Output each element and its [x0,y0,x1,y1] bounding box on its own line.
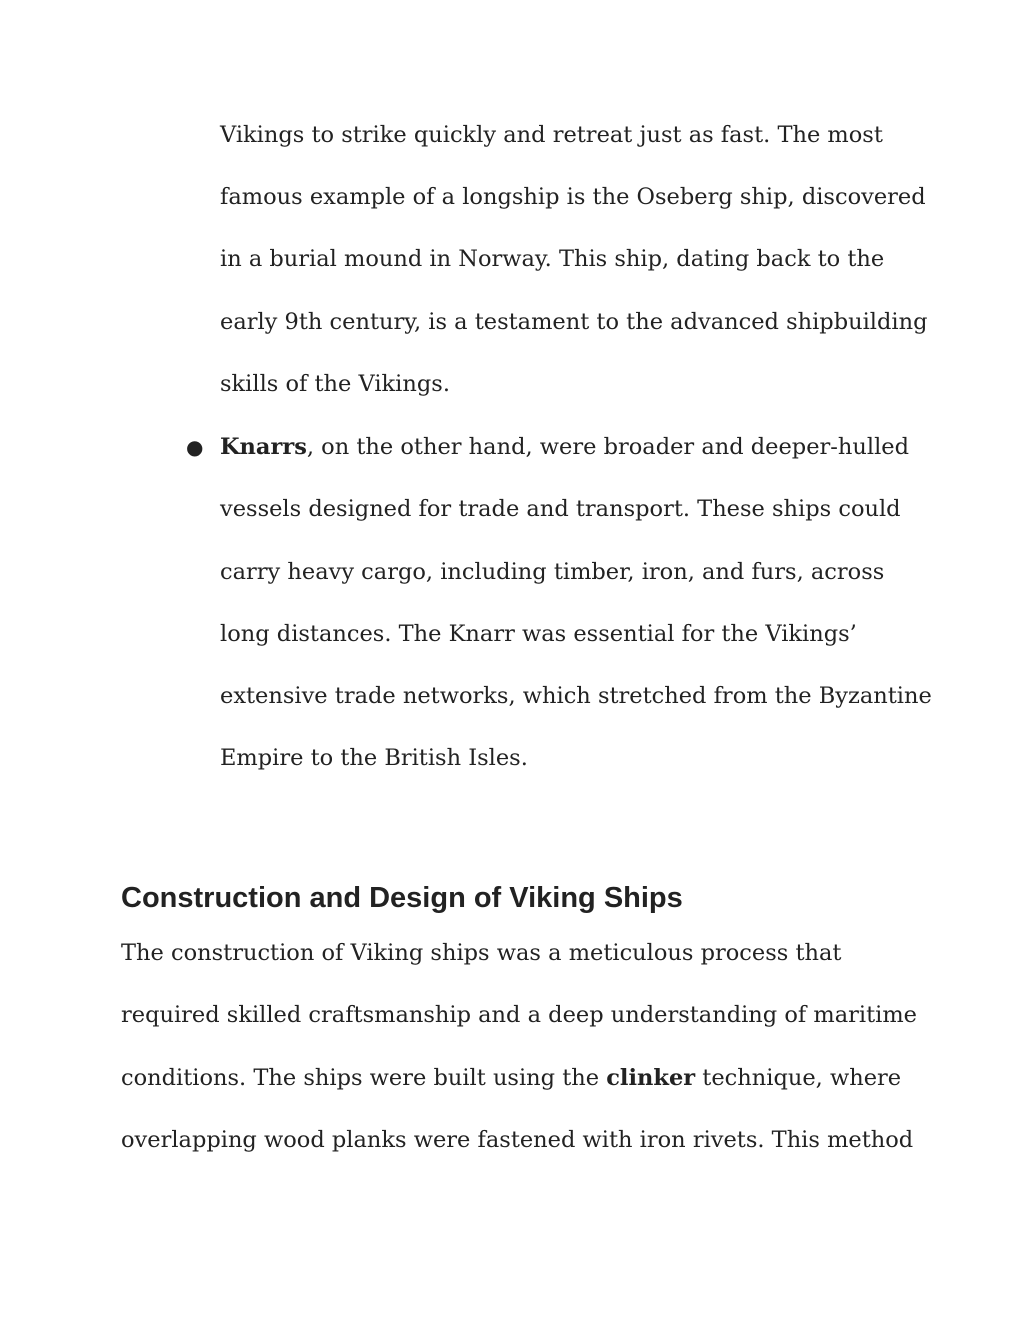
paragraph-line: famous example of a longship is the Oseberg ship, discovered [220,184,926,210]
paragraph-line: Empire to the British Isles. [220,745,528,771]
paragraph-line-text: , on the other hand, were broader and deeper-hulled [306,434,909,460]
paragraph-line-text: conditions. The ships were built using the [121,1065,607,1091]
paragraph-line-text: technique, where [695,1065,902,1091]
paragraph-line: vessels designed for trade and transport. These ships could [220,496,901,522]
paragraph-line: skills of the Vikings. [220,371,450,397]
paragraph-line: extensive trade networks, which stretched from the Byzantine [220,683,932,709]
paragraph-line [121,1063,901,1093]
paragraph-line: early 9th century, is a testament to the advanced shipbuilding [220,309,928,335]
section-heading: Construction and Design of Viking Ships [121,882,683,914]
term-knarrs: Knarrs [220,434,307,460]
bullet-marker: ● [186,435,204,459]
paragraph-line: Vikings to strike quickly and retreat just as fast. The most [220,122,883,148]
paragraph-line: carry heavy cargo, including timber, iron, and furs, across [220,559,885,585]
paragraph-line: long distances. The Knarr was essential for the Vikings’ [220,621,857,647]
paragraph-line: required skilled craftsmanship and a deep understanding of maritime [121,1002,917,1028]
paragraph-line: overlapping wood planks were fastened with iron rivets. This method [121,1127,914,1153]
term-clinker: clinker [606,1065,696,1091]
paragraph-line: in a burial mound in Norway. This ship, dating back to the [220,246,885,272]
paragraph-line: The construction of Viking ships was a meticulous process that [121,940,842,966]
list-item-knarrs [220,432,909,462]
